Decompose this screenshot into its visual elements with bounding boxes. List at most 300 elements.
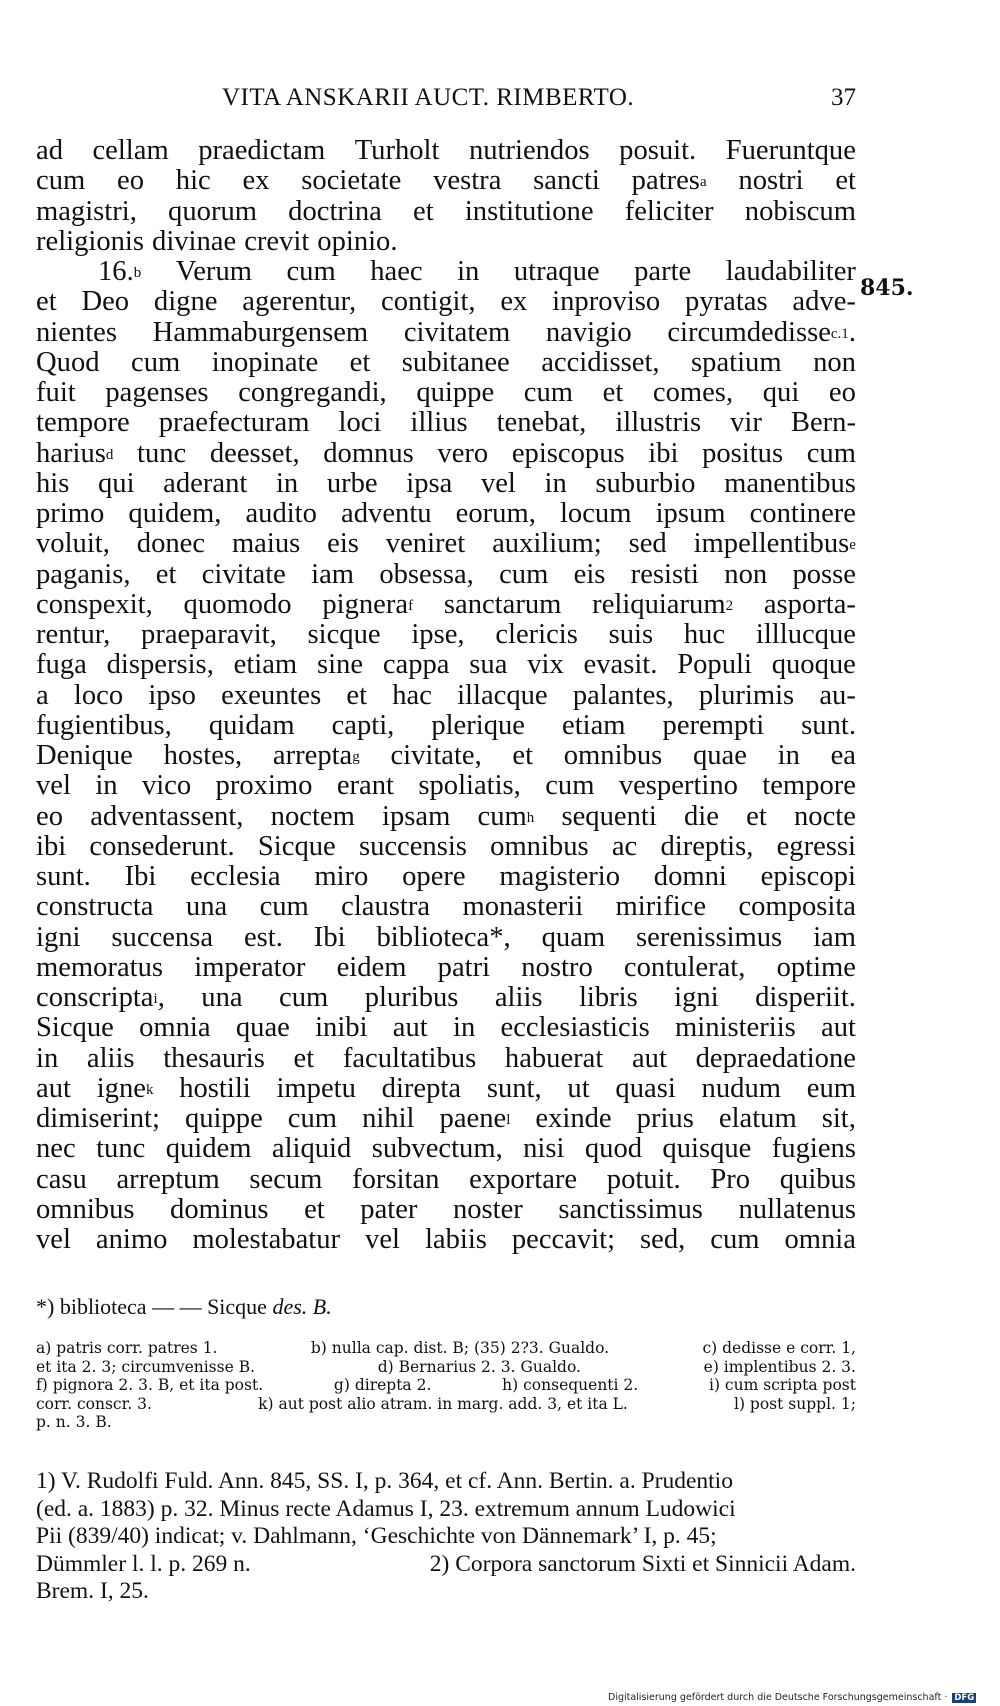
word: noctem (270, 800, 355, 832)
word: fugientibus, (36, 709, 172, 741)
word: cum (259, 891, 309, 923)
text-line (36, 802, 856, 832)
word: laudabiliter (725, 256, 856, 287)
word: contulerat, (623, 951, 746, 983)
dfg-logo: DFG (954, 1693, 975, 1703)
word: Bern- (790, 407, 856, 439)
word: composita (738, 891, 856, 923)
word: vel (36, 1224, 71, 1255)
running-header (36, 84, 856, 120)
word: deesset, (209, 437, 300, 469)
word: etiam (233, 649, 298, 681)
word: pagenses (105, 377, 209, 408)
word: Denique (36, 740, 133, 771)
word: patres$^a$ (631, 165, 707, 197)
word: iam (813, 921, 856, 953)
word: vero (437, 437, 489, 469)
apparatus-line-segment: c) dedisse e corr. 1, (702, 1339, 856, 1357)
word: magistri, (36, 195, 137, 227)
text-line (36, 348, 856, 378)
word: omnibus (490, 830, 589, 862)
word: cum (36, 165, 86, 197)
word: serenissimus (636, 921, 783, 953)
word: dispersis, (106, 649, 214, 681)
word: et (155, 558, 177, 590)
word: reliquiarum$^2$ (592, 588, 734, 620)
word: est. (243, 921, 283, 953)
word: fugiens (771, 1133, 856, 1165)
apparatus-line (36, 1339, 856, 1358)
word: episcopi (760, 861, 856, 892)
word: una (201, 982, 243, 1013)
footnote-marker: k (145, 1081, 154, 1098)
word: igne$^k$ (96, 1072, 154, 1104)
word: direpta (381, 1072, 462, 1104)
text-line (36, 741, 856, 771)
word: vespertino (618, 770, 738, 802)
word: memoratus (36, 951, 164, 983)
footnote-marker: e (849, 537, 856, 554)
footnote-marker: 2 (725, 597, 734, 614)
word: resisti (630, 558, 699, 590)
word: tempore (36, 407, 130, 439)
word: nobiscum (744, 195, 856, 227)
word: spatium (691, 346, 782, 378)
word: Hammaburgensem (152, 316, 369, 348)
word: et (36, 286, 57, 318)
word: eorum, (455, 498, 536, 529)
apparatus-line-segment: d) Bernarius 2. 3. Gualdo. (377, 1357, 581, 1376)
word: ibi (648, 437, 679, 469)
word: subvectum, (371, 1133, 503, 1165)
word: perempti (662, 709, 765, 741)
word: elatum (718, 1103, 797, 1134)
word: sequenti (561, 800, 657, 832)
word: aut (631, 1042, 667, 1074)
word: conscripta$^i$, (36, 982, 165, 1013)
word: aut (392, 1012, 428, 1044)
word: audito (245, 498, 317, 529)
word: vel (365, 1224, 400, 1255)
word: vir (730, 407, 762, 439)
word: praedictam (198, 135, 326, 166)
word: praeparavit, (141, 619, 277, 650)
apparatus-line-segment: e) implentibus 2. 3. (703, 1357, 856, 1376)
apparatus-line-segment: et ita 2. 3; circumvenisse B. (36, 1357, 256, 1376)
word: in (777, 740, 800, 771)
word: contigit, (381, 286, 476, 318)
apparatus-line-segment: h) consequenti 2. (502, 1376, 639, 1395)
word: ac (611, 830, 638, 862)
word: suis (608, 619, 654, 650)
word: evasit. (583, 649, 658, 681)
word: doctrina (288, 195, 382, 227)
word: omnia (784, 1224, 856, 1255)
word: manentibus (724, 467, 856, 499)
page-number: 37 (831, 84, 856, 111)
word: quasi (615, 1072, 676, 1104)
word: erant (336, 770, 394, 802)
word: donec (136, 528, 206, 560)
word: praefecturam (158, 407, 310, 439)
word: suburbio (595, 467, 696, 499)
word: eis (573, 558, 606, 590)
word: palantes, (572, 679, 674, 711)
word: vel (480, 467, 516, 499)
digitization-credit (608, 1692, 976, 1703)
text-line (36, 590, 856, 620)
word: eis (327, 528, 359, 560)
word: quam (541, 921, 606, 953)
word: et (835, 165, 856, 197)
word: facultatibus (342, 1042, 477, 1074)
apparatus-line-segment: corr. conscr. 3. (36, 1394, 152, 1413)
word: nullatenus (738, 1193, 856, 1225)
word: Quod (36, 346, 100, 378)
word: noster (452, 1193, 523, 1225)
word: cum (287, 1103, 338, 1134)
word: haec (370, 256, 423, 287)
word: maius (231, 528, 301, 560)
text-line (36, 499, 856, 529)
word: constructa (36, 891, 154, 923)
apparatus-line-segment: f) pignora 2. 3. B, et ita post. (36, 1376, 264, 1395)
word: quidem, (128, 498, 222, 529)
word: episcopus (511, 437, 625, 469)
word: nocte (793, 800, 856, 832)
word: cum (806, 437, 856, 469)
word: Pro (710, 1163, 751, 1195)
word: igni (36, 921, 81, 953)
word: congregandi, (238, 377, 387, 408)
word: sine (316, 649, 364, 681)
text-line (36, 771, 856, 801)
word: ipsam (382, 800, 451, 832)
word: navigio (545, 316, 632, 348)
word: pater (360, 1193, 418, 1225)
word: Turholt (354, 135, 440, 166)
word: opere (402, 861, 466, 892)
word: urbe (326, 467, 378, 499)
reference-line-segment: Dümmler l. l. p. 269 n. (36, 1550, 251, 1577)
apparatus-line-segment: i) cum scripta post (709, 1376, 856, 1395)
word: secum (249, 1163, 323, 1195)
reference-line (36, 1551, 856, 1579)
apparatus-line (36, 1413, 856, 1432)
text-line (36, 953, 856, 983)
text-line (36, 711, 856, 741)
word: imperator (194, 951, 306, 983)
reference-line-segment: (ed. a. 1883) p. 32. Minus recte Adamus I, 23. extremum annum Ludowici (36, 1495, 736, 1522)
word: adventu (341, 498, 432, 529)
word: sanctissimus (558, 1193, 703, 1225)
word: nientes (36, 316, 117, 348)
word: Populi (677, 649, 752, 681)
word: in (453, 1012, 476, 1044)
word: molestabatur (192, 1224, 341, 1255)
word: au- (819, 679, 856, 711)
word: sua (469, 649, 508, 681)
reference-footnotes (36, 1468, 856, 1606)
word: hic (175, 165, 211, 197)
text-line (36, 892, 856, 922)
word: dominus (170, 1193, 269, 1225)
running-title: VITA ANSKARII AUCT. RIMBERTO. (222, 84, 635, 111)
word: arrepta$^g$ (272, 740, 360, 771)
text-line (36, 1134, 856, 1164)
word: exportare (469, 1163, 578, 1195)
word: illacque (457, 679, 548, 711)
word: non (813, 346, 856, 378)
word: magisterio (499, 861, 621, 892)
word: in (36, 1042, 59, 1074)
word: in (544, 467, 567, 499)
word: optime (776, 951, 856, 983)
word: omnia (139, 1012, 211, 1044)
word: Ibi (124, 861, 157, 892)
text-line (36, 862, 856, 892)
word: labiis (424, 1224, 487, 1255)
reference-line (36, 1523, 856, 1551)
word: pignera$^f$ (322, 588, 414, 620)
word: nec (36, 1133, 76, 1165)
main-text-block (36, 136, 856, 1255)
word: eum (806, 1072, 856, 1104)
word: civitatem (403, 316, 511, 348)
word: consederunt. (89, 830, 235, 862)
word: ad (36, 135, 63, 166)
word: veniret (385, 528, 466, 560)
word: divinae (152, 225, 237, 257)
word: direptis, (660, 830, 754, 862)
text-line (36, 408, 856, 438)
word: posuit. (619, 135, 697, 166)
word: paene$^l$ (439, 1103, 511, 1134)
text-line (36, 1195, 856, 1225)
word: sancti (533, 165, 600, 197)
word: mirifice (615, 891, 707, 923)
word: 16.$^b$ (98, 256, 142, 287)
word: Fueruntque (725, 135, 856, 166)
word: hac (392, 679, 432, 711)
word: eo (117, 165, 145, 197)
word: nihil (362, 1103, 415, 1134)
word: miro (314, 861, 369, 892)
word: cum (499, 558, 549, 590)
word: accidisset, (541, 346, 660, 378)
word: sanctarum (443, 588, 562, 620)
word: et (602, 377, 624, 408)
text-line (36, 681, 856, 711)
word: potuit. (606, 1163, 681, 1195)
word: thesauris (163, 1042, 265, 1074)
word: illius (410, 407, 468, 439)
word: habuerat (504, 1042, 604, 1074)
word: clericis (495, 619, 578, 650)
word: in (457, 256, 480, 287)
footnote-marker: d (105, 446, 114, 463)
word: succensa (111, 921, 214, 953)
text-line (36, 136, 856, 166)
word: ipse, (411, 619, 465, 650)
reference-line-segment: Brem. I, 25. (36, 1578, 149, 1604)
word: nudum (701, 1072, 781, 1104)
word: utraque (513, 256, 600, 287)
word: inproviso (552, 286, 661, 318)
word: vix (527, 649, 564, 681)
word: ex (242, 165, 270, 197)
reference-line-segment: 2) Corpora sanctorum Sixti et Sinnicii Adam. (429, 1550, 856, 1577)
word: parte (634, 256, 692, 287)
word: harius$^d$ (36, 437, 114, 469)
word: digne (153, 286, 218, 318)
text-line (36, 166, 856, 196)
word: aut (36, 1072, 71, 1104)
word: nisi (523, 1133, 565, 1165)
asterisk-note (36, 1294, 332, 1320)
word: voluit, (36, 528, 110, 560)
word: crevit (244, 225, 310, 257)
word: omnibus (36, 1193, 135, 1225)
word: et (512, 740, 534, 771)
word: patri (437, 951, 491, 983)
word: nostri (738, 165, 804, 197)
word: sed, (640, 1224, 686, 1255)
word: quibus (779, 1163, 856, 1195)
word: quomodo (183, 588, 292, 620)
footnote-marker: c.1 (830, 325, 849, 342)
word: adve- (792, 286, 856, 318)
word: peccavit; (511, 1224, 616, 1255)
word: cum (523, 377, 573, 408)
word: loci (338, 407, 382, 439)
word: aut (821, 1012, 856, 1044)
asterisk-note-siglum: B. (312, 1294, 332, 1319)
word: nutriendos (468, 135, 590, 166)
word: plurimis (698, 679, 795, 711)
word: Verum (175, 256, 252, 287)
word: civitate, (390, 740, 482, 771)
footnote-marker: l (506, 1112, 511, 1128)
critical-apparatus (36, 1339, 856, 1432)
text-line (36, 650, 856, 680)
word: prius (636, 1103, 694, 1134)
footnote-marker: g (352, 749, 360, 765)
reference-line-segment: 1) V. Rudolfi Fuld. Ann. 845, SS. I, p. 364, et cf. Ann. Bertin. a. Prudentio (36, 1468, 733, 1494)
word: et (349, 346, 371, 378)
word: ipsum (655, 498, 726, 529)
text-line (36, 560, 856, 590)
word: etiam (562, 709, 626, 741)
word: succensis (358, 830, 467, 862)
word: cum$^h$ (477, 800, 535, 832)
reference-line (36, 1496, 856, 1524)
word: asporta- (763, 588, 856, 620)
word: eo (36, 800, 63, 832)
word: et (746, 800, 767, 832)
word: in (275, 467, 299, 499)
apparatus-line-segment: k) aut post alio atram. in marg. add. 3, et ita L. (258, 1394, 628, 1413)
footnote-marker: f (408, 597, 414, 614)
text-line (36, 923, 856, 953)
footnote-marker: a (699, 174, 707, 191)
word: paganis, (36, 558, 131, 590)
word: Ibi (313, 921, 346, 953)
footnote-marker: h (526, 809, 535, 826)
text-line (36, 1074, 856, 1104)
text-line (36, 318, 856, 348)
word: nostro (521, 951, 593, 983)
word: qui (98, 467, 135, 499)
word: inopinate (211, 346, 319, 378)
word: illustris (615, 407, 702, 439)
word: aderant (163, 467, 248, 499)
word: loco (73, 679, 124, 711)
text-line (36, 529, 856, 559)
word: casu (36, 1163, 87, 1195)
word: die (683, 800, 719, 832)
word: qui (762, 377, 800, 408)
word: sed (628, 528, 667, 560)
word: his (36, 467, 70, 499)
word: capti, (331, 709, 395, 741)
text-line (36, 1165, 856, 1195)
apparatus-line (36, 1376, 856, 1395)
word: opinio. (317, 225, 398, 257)
word: claustra (341, 891, 431, 923)
word: cum (286, 256, 336, 287)
word: in (95, 770, 118, 802)
word: a (36, 679, 49, 711)
word: societate (301, 165, 402, 197)
word: omnibus (563, 740, 663, 771)
word: ibi (36, 830, 67, 862)
word: egressi (776, 830, 856, 862)
word: pyratas (685, 286, 768, 318)
word: quippe (184, 1103, 263, 1134)
word: tenebat, (496, 407, 587, 439)
apparatus-line-segment: p. n. 3. B. (36, 1413, 112, 1432)
word: cum (131, 346, 181, 378)
word: impetu (276, 1072, 356, 1104)
word: quae (235, 1012, 290, 1044)
word: ipso (148, 679, 196, 711)
word: exeuntes (221, 679, 322, 711)
word: dimiserint; (36, 1103, 160, 1134)
word: fuit (36, 377, 76, 408)
text-line (36, 983, 856, 1013)
word: tunc (96, 1133, 146, 1165)
word: vico (141, 770, 192, 802)
word: plerique (431, 709, 525, 741)
word: quippe (416, 377, 495, 408)
word: vestra (433, 165, 502, 197)
apparatus-line-segment: b) nulla cap. dist. B; (35) 2?3. Gualdo. (310, 1339, 610, 1357)
text-line (36, 227, 856, 257)
word: et (346, 679, 368, 711)
word: subitanee (401, 346, 510, 378)
word: aliis (86, 1042, 135, 1074)
word: et (413, 195, 434, 227)
word: ex (500, 286, 528, 318)
word: circumdedisse$^{c.1}$. (667, 316, 856, 348)
word: arreptum (116, 1163, 220, 1195)
text-line (36, 620, 856, 650)
word: conspexit, (36, 588, 153, 620)
word: rentur, (36, 619, 111, 650)
text-line (36, 197, 856, 227)
word: huc (683, 619, 726, 650)
